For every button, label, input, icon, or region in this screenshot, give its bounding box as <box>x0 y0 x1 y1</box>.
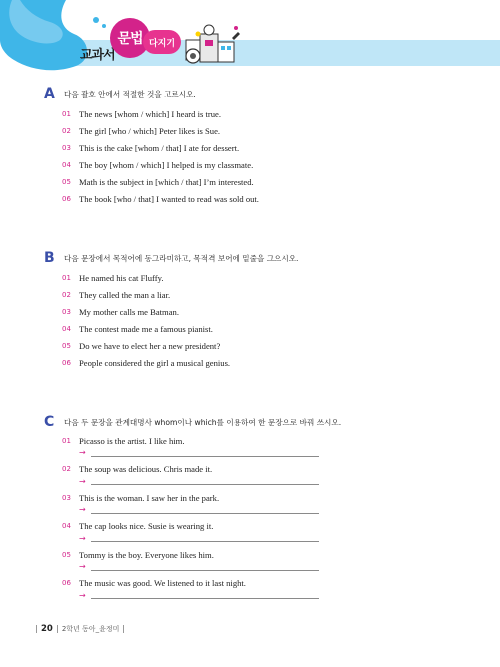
section-header <box>44 250 464 266</box>
section-letter: C <box>44 414 55 430</box>
item-text: Math is the subject in [which / that] I’m interested. <box>79 176 254 187</box>
banner-graphic <box>0 0 500 82</box>
page-number: 20 <box>41 624 53 634</box>
item-number: 04 <box>62 522 71 531</box>
list-item <box>44 269 464 286</box>
arrow-icon: → <box>79 476 86 486</box>
list-item <box>44 576 464 605</box>
divider <box>57 625 58 633</box>
arrow-icon: → <box>79 448 86 457</box>
item-number: 03 <box>62 307 71 316</box>
list-item <box>44 462 464 491</box>
list-item <box>44 139 464 156</box>
arrow-icon: → <box>79 590 86 600</box>
item-number: 04 <box>62 160 71 169</box>
list-item <box>44 337 464 354</box>
list-item <box>44 286 464 303</box>
header-banner <box>0 0 500 82</box>
divider <box>123 625 124 633</box>
list-item <box>44 490 464 519</box>
item-text: The music was good. We listened to it last night. <box>79 578 246 589</box>
item-number: 06 <box>62 194 71 203</box>
item-text: Picasso is the artist. I like him. <box>79 435 185 446</box>
list-item <box>44 173 464 190</box>
list-item <box>44 519 464 548</box>
list-item <box>44 303 464 320</box>
item-text: The contest made me a famous pianist. <box>79 323 213 334</box>
item-text: They called the man a liar. <box>79 289 171 300</box>
arrow-icon: → <box>79 533 86 543</box>
item-number: 03 <box>62 143 71 152</box>
section-instruction: 다음 문장에서 목적어에 동그라미하고, 목적격 보어에 밑줄을 그으시오. <box>64 253 299 263</box>
item-text: My mother calls me Batman. <box>79 306 179 317</box>
item-number: 01 <box>62 273 71 282</box>
list-item <box>44 354 464 371</box>
item-number: 06 <box>62 358 71 367</box>
section-header <box>44 86 464 102</box>
item-text: This is the woman. I saw her in the park. <box>79 492 220 503</box>
answer-line[interactable] <box>91 534 319 542</box>
item-text: The news [whom / which] I heard is true. <box>79 108 221 119</box>
list-item <box>44 433 464 462</box>
item-list <box>44 433 464 605</box>
item-text: The soup was delicious. Chris made it. <box>79 464 213 475</box>
answer-line[interactable] <box>91 591 319 599</box>
item-list <box>44 269 464 371</box>
list-item <box>44 122 464 139</box>
item-text: Tommy is the boy. Everyone likes him. <box>79 549 214 560</box>
item-text: The book [who / that] I wanted to read was sold out. <box>79 193 259 204</box>
item-number: 04 <box>62 324 71 333</box>
list-item <box>44 156 464 173</box>
list-item <box>44 190 464 207</box>
item-number: 05 <box>62 550 71 559</box>
item-text: The cap looks nice. Susie is wearing it. <box>79 521 214 532</box>
section-letter: A <box>44 86 55 102</box>
answer-line[interactable] <box>91 506 319 514</box>
divider <box>36 625 37 633</box>
section-c <box>44 414 464 605</box>
item-number: 05 <box>62 341 71 350</box>
section-instruction: 다음 두 문장을 관계대명사 whom이나 which를 이용하여 한 문장으로 바꿔 쓰시오. <box>64 417 342 427</box>
item-number: 01 <box>62 436 71 445</box>
answer-line[interactable] <box>91 449 319 457</box>
item-text: People considered the girl a musical genius. <box>79 357 231 368</box>
item-text: He named his cat Fluffy. <box>79 272 164 283</box>
item-text: Do we have to elect her a new president? <box>79 340 221 351</box>
item-text: The girl [who / which] Peter likes is Sue. <box>79 125 221 136</box>
item-number: 01 <box>62 109 71 118</box>
section-letter: B <box>44 250 55 266</box>
item-text: The boy [whom / which] I helped is my classmate. <box>79 159 254 170</box>
answer-line[interactable] <box>91 477 319 485</box>
drill-badge: 다지기 <box>143 30 181 54</box>
grammar-badge: 문법 <box>110 18 150 58</box>
list-item <box>44 105 464 122</box>
section-instruction: 다음 괄호 안에서 적절한 것을 고르시오. <box>64 89 196 99</box>
book-label: 2학년 동아_윤정미 <box>61 625 120 633</box>
robot-gadget-icon <box>186 25 240 63</box>
item-number: 03 <box>62 493 71 502</box>
answer-line[interactable] <box>91 563 319 571</box>
page-footer <box>32 624 128 634</box>
list-item <box>44 320 464 337</box>
section-a <box>44 86 464 207</box>
item-list <box>44 105 464 207</box>
item-text: This is the cake [whom / that] I ate for dessert. <box>79 142 240 153</box>
section-header <box>44 414 464 430</box>
item-number: 06 <box>62 579 71 588</box>
list-item <box>44 547 464 576</box>
item-number: 02 <box>62 290 71 299</box>
textbook-label: 교과서 <box>80 48 115 63</box>
item-number: 02 <box>62 465 71 474</box>
item-number: 05 <box>62 177 71 186</box>
arrow-icon: → <box>79 562 86 572</box>
arrow-icon: → <box>79 505 86 515</box>
section-b <box>44 250 464 371</box>
item-number: 02 <box>62 126 71 135</box>
